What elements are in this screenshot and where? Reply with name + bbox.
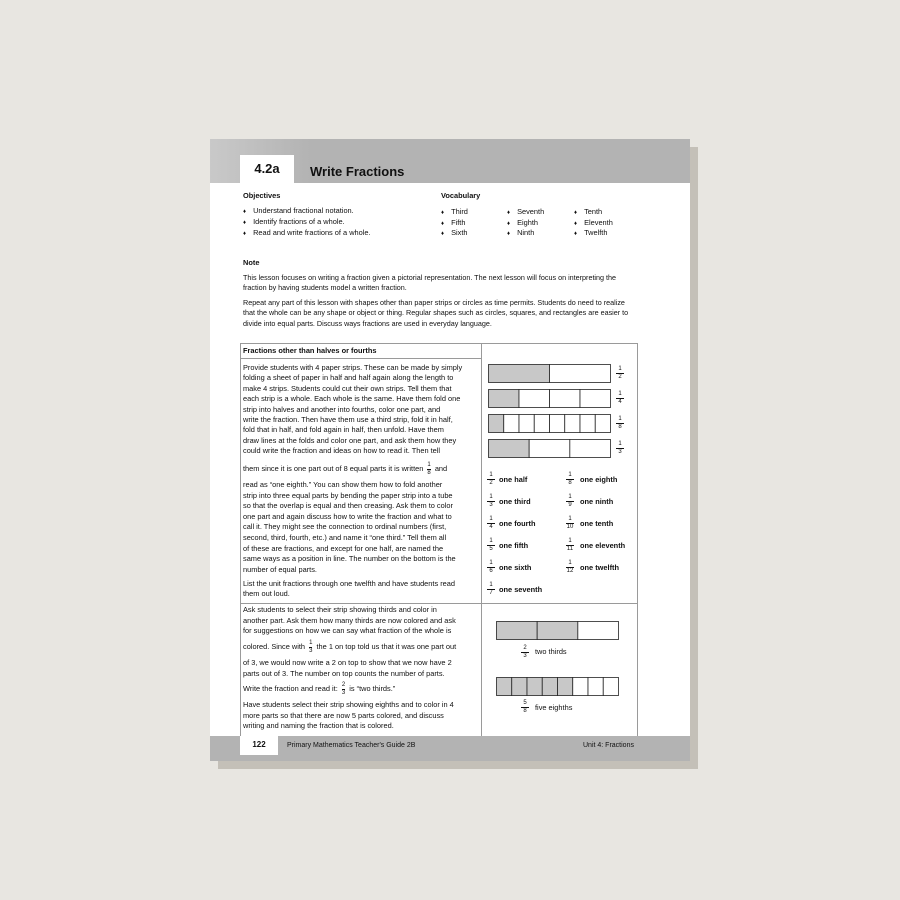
lesson-text-line: read as “one eighth.” You can show them how to fold another <box>243 480 443 489</box>
page-number: 122 <box>240 736 278 755</box>
unit-fraction-name: one third <box>499 497 531 506</box>
lesson-text-line: folding a sheet of paper in half and half again along the length to <box>243 373 454 383</box>
five-eighths-fraction <box>521 700 529 715</box>
lesson-text-line: them out loud. <box>243 589 290 599</box>
blank-part <box>550 390 581 408</box>
colored-part <box>489 390 520 408</box>
colored-part <box>489 415 504 433</box>
fraction-numerator: 2 <box>523 645 527 651</box>
unit-fraction <box>487 560 495 575</box>
colored-part <box>527 678 542 696</box>
lesson-text-line: strip into halves and another into fourths, color one part, and <box>243 404 441 414</box>
two-thirds-name: two thirds <box>535 647 567 656</box>
strip-fraction <box>616 391 624 406</box>
blank-part <box>570 440 611 458</box>
strip-fraction <box>616 416 624 431</box>
lesson-text-line: for suggestions on how we can say what fraction of the whole is <box>243 626 452 635</box>
unit-fraction <box>487 582 495 597</box>
blank-part <box>534 415 549 433</box>
fraction-numerator: 1 <box>568 494 572 500</box>
lesson-text-line: same ways as a position in line. The number on the bottom is the <box>243 554 456 564</box>
fraction-numerator: 1 <box>618 416 622 422</box>
note-paragraph: This lesson focuses on writing a fraction given a pictorial representation. The next lesson will focus on interpreting the fraction by having students model a written fraction. <box>243 273 617 293</box>
lesson-text-line: second, third, fourth, etc.) and name it “one third.” Tell them all <box>243 533 447 542</box>
fraction-denominator: 11 <box>566 546 574 552</box>
blank-part <box>588 678 603 696</box>
fraction-denominator: 8 <box>427 469 431 476</box>
fraction-denominator: 2 <box>616 373 624 381</box>
colored-part <box>537 622 578 640</box>
fraction-denominator: 6 <box>487 567 495 575</box>
strip-fraction <box>616 441 624 456</box>
lesson-title: Write Fractions <box>310 164 405 179</box>
unit-fraction <box>487 538 495 553</box>
inline-text: and <box>434 464 448 473</box>
vocab-word: ♦ Twelfth <box>574 228 607 239</box>
lesson-text-line: so that the overlap is equal and then creasing. Ask them to color <box>243 501 453 511</box>
fraction-numerator: 2 <box>341 681 346 688</box>
vocab-word: ♦ Ninth <box>507 228 534 239</box>
lesson-text-line: make 4 strips. Students could cut their own strips. Tell them that <box>243 383 452 393</box>
lesson-text-line: Have students select their strip showing eighths and to color in 4 <box>243 700 454 709</box>
fraction-denominator: 2 <box>487 479 495 487</box>
blank-part <box>578 622 619 640</box>
book-title: Primary Mathematics Teacher's Guide 2B <box>287 742 416 749</box>
colored-part <box>558 678 573 696</box>
inline-text: Write the fraction and read it: <box>243 684 338 693</box>
colored-part <box>497 622 538 640</box>
inline-fraction <box>309 640 312 655</box>
unit-fraction <box>566 494 574 509</box>
lesson-text-line: writing and naming the fraction that is colored. <box>243 721 394 730</box>
fraction-denominator: 7 <box>487 589 495 597</box>
lesson-text-line: more parts so that there are now 5 parts colored, and discuss <box>243 711 444 720</box>
fraction-denominator: 8 <box>566 479 574 487</box>
two-thirds-fraction <box>521 645 529 660</box>
fraction-denominator: 4 <box>616 398 624 406</box>
unit-fraction <box>487 494 495 509</box>
unit-fraction-name: one tenth <box>580 519 614 528</box>
colored-part <box>542 678 557 696</box>
strip-fraction <box>616 366 624 381</box>
vocabulary-heading: Vocabulary <box>441 191 481 200</box>
fraction-denominator: 5 <box>487 545 495 553</box>
unit-fraction <box>566 538 574 553</box>
objective-item: ♦ Read and write fractions of a whole. <box>243 228 371 239</box>
fraction-numerator: 1 <box>568 472 572 478</box>
lesson-number: 4.2a <box>240 155 294 183</box>
fraction-denominator: 3 <box>521 652 529 660</box>
fraction-numerator: 1 <box>489 516 493 522</box>
table-border <box>240 603 637 604</box>
unit-label: Unit 4: Fractions <box>583 742 634 749</box>
vocab-word: ♦ Eighth <box>507 218 538 229</box>
note-paragraph: Repeat any part of this lesson with shapes other than paper strips or circles as time permits. Students do need to realize that the whole can be any shape or object or thing. Regular shapes such as circles, squares, and rectangles are easier to divide into equal parts. Discuss ways fractions are used in everyday language. <box>243 298 629 328</box>
unit-fraction-name: one fourth <box>499 519 536 528</box>
fraction-numerator: 1 <box>568 538 572 544</box>
table-border <box>240 343 637 344</box>
lesson-text-line: Ask students to select their strip showing thirds and color in <box>243 605 437 614</box>
fraction-denominator: 9 <box>566 501 574 509</box>
unit-fraction <box>487 516 495 531</box>
table-border <box>240 343 241 736</box>
lesson-text-line <box>243 639 456 655</box>
table-border <box>637 343 638 736</box>
fraction-numerator: 1 <box>309 639 313 646</box>
blank-part <box>603 678 618 696</box>
inline-text: the 1 on top told us that it was one part out <box>316 642 457 651</box>
lesson-text-line <box>243 681 395 697</box>
blank-part <box>580 415 595 433</box>
unit-fraction <box>566 560 574 575</box>
lesson-text-line: number of equal parts. <box>243 564 317 574</box>
objectives-heading: Objectives <box>243 191 281 200</box>
fraction-numerator: 1 <box>489 560 493 566</box>
lesson-text-line: Provide students with 4 paper strips. These can be made by simply <box>243 363 463 372</box>
lesson-text-line: List the unit fractions through one twelfth and have students read <box>243 579 456 588</box>
five-eighths-strip <box>495 677 621 699</box>
fraction-denominator: 3 <box>616 448 624 456</box>
lesson-text-line <box>243 461 447 477</box>
five-eighths-name: five eighths <box>535 703 573 712</box>
fraction-numerator: 1 <box>568 560 572 566</box>
objective-item: ♦ Understand fractional notation. <box>243 206 354 217</box>
note-heading: Note <box>243 258 260 267</box>
unit-fraction <box>566 472 574 487</box>
lesson-text-line: one part and again discuss how to write the fraction and what to <box>243 511 452 521</box>
lesson-text-line: each strip is a whole. Each whole is the same. Have them fold one <box>243 394 461 404</box>
unit-fraction-name: one twelfth <box>580 563 620 572</box>
blank-part <box>573 678 588 696</box>
inline-text: them since it is one part out of 8 equal parts it is written <box>243 464 424 473</box>
blank-part <box>519 390 550 408</box>
objective-item: ♦ Identify fractions of a whole. <box>243 217 345 228</box>
lesson-text-line: draw lines at the folds and color one part, and ask them how they <box>243 435 457 445</box>
fraction-numerator: 1 <box>489 472 493 478</box>
lesson-text-line: another part. Ask them how many thirds are now colored and ask <box>243 616 456 625</box>
inline-fraction <box>342 682 345 697</box>
table-heading: Fractions other than halves or fourths <box>243 346 377 355</box>
blank-part <box>529 440 570 458</box>
two-thirds-strip <box>495 621 621 643</box>
vocab-word: ♦ Third <box>441 207 468 218</box>
vocab-word: ♦ Seventh <box>507 207 544 218</box>
unit-fraction-name: one eleventh <box>580 541 626 550</box>
lesson-text-line: of 3, we would now write a 2 on top to show that we now have 2 <box>243 658 452 667</box>
unit-fraction-name: one seventh <box>499 585 543 594</box>
fraction-numerator: 1 <box>489 538 493 544</box>
fraction-numerator: 1 <box>489 494 493 500</box>
colored-part <box>489 440 530 458</box>
unit-fraction-name: one sixth <box>499 563 532 572</box>
blank-part <box>519 415 534 433</box>
unit-fraction <box>566 516 574 531</box>
fraction-numerator: 1 <box>618 366 622 372</box>
inline-fraction <box>427 462 430 477</box>
blank-part <box>550 365 611 383</box>
vocab-word: ♦ Sixth <box>441 228 468 239</box>
lesson-text-line: strip into three equal parts by bending the paper strip into a tube <box>243 490 453 500</box>
inline-text: colored. Since with <box>243 642 306 651</box>
fraction-numerator: 5 <box>523 700 527 706</box>
fraction-denominator: 3 <box>309 647 313 654</box>
fraction-numerator: 1 <box>427 461 431 468</box>
table-border <box>481 343 482 736</box>
fraction-numerator: 1 <box>618 391 622 397</box>
colored-part <box>497 678 512 696</box>
lesson-text-line: of these are fractions, and except for one half, are named the <box>243 543 444 553</box>
table-border <box>240 358 481 359</box>
fraction-numerator: 1 <box>618 441 622 447</box>
blank-part <box>580 390 611 408</box>
unit-fraction-name: one eighth <box>580 475 618 484</box>
unit-fraction-name: one ninth <box>580 497 614 506</box>
fraction-denominator: 12 <box>566 568 574 574</box>
unit-fraction-name: one half <box>499 475 528 484</box>
fraction-denominator: 4 <box>487 523 495 531</box>
unit-fraction-name: one fifth <box>499 541 529 550</box>
blank-part <box>550 415 565 433</box>
fraction-numerator: 1 <box>489 582 493 588</box>
blank-part <box>504 415 519 433</box>
fraction-denominator: 8 <box>521 707 529 715</box>
blank-part <box>565 415 580 433</box>
lesson-text-line: could write the fraction and ideas on how to read it. Then tell <box>243 446 441 456</box>
fraction-denominator: 8 <box>616 423 624 431</box>
fraction-numerator: 1 <box>568 516 572 522</box>
textbook-page <box>210 139 690 761</box>
fraction-denominator: 3 <box>487 501 495 509</box>
fraction-strips <box>486 364 636 464</box>
vocab-word: ♦ Fifth <box>441 218 465 229</box>
unit-fraction <box>487 472 495 487</box>
colored-part <box>489 365 550 383</box>
lesson-text-line: fold that in half, and fold again in half, then unfold. Have them <box>243 425 444 435</box>
colored-part <box>512 678 527 696</box>
lesson-text-line: write the fraction. Then have them use a third strip, fold it in half, <box>243 415 453 424</box>
vocab-word: ♦ Tenth <box>574 207 602 218</box>
lesson-text-line: parts out of 3. The number on top counts the number of parts. <box>243 669 445 678</box>
inline-text: is “two thirds.” <box>349 684 396 693</box>
fraction-denominator: 10 <box>566 524 574 530</box>
lesson-text-line: call it. They might see the connection to ordinal numbers (first, <box>243 522 447 532</box>
blank-part <box>595 415 610 433</box>
vocab-word: ♦ Eleventh <box>574 218 613 229</box>
fraction-denominator: 3 <box>341 689 346 696</box>
